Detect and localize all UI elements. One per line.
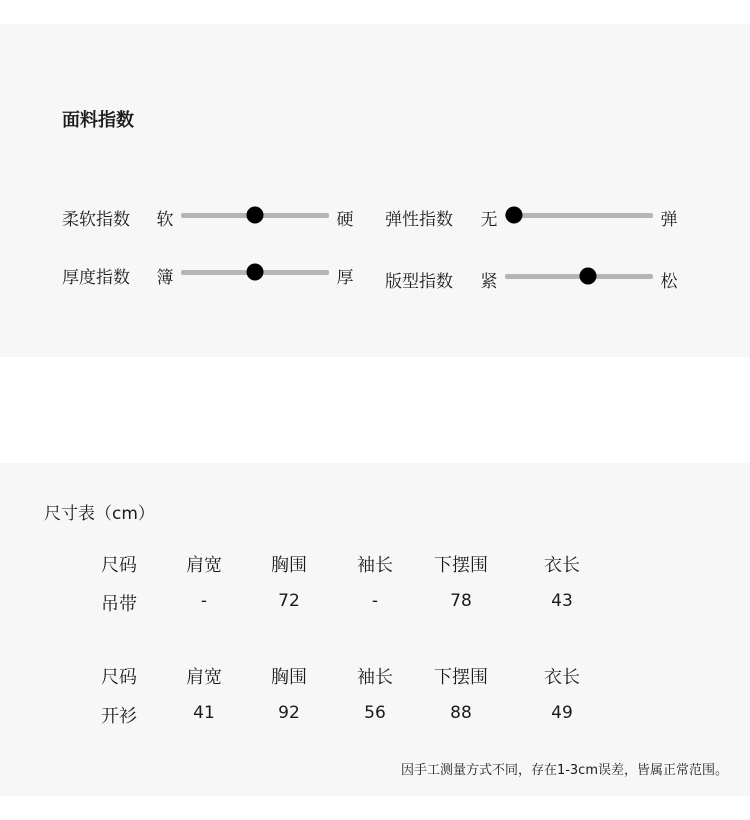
fit-high-label: 松 — [660, 272, 678, 292]
softness-knob — [247, 207, 264, 224]
row-name: 吊带 — [101, 594, 137, 615]
header-bust: 胸围 — [271, 555, 307, 576]
thickness-label: 厚度指数 — [62, 268, 130, 288]
fabric-index-panel — [0, 24, 750, 357]
header-shoulder: 肩宽 — [186, 555, 222, 576]
elasticity-knob — [505, 207, 522, 224]
size-chart-title: 尺寸表（cm） — [44, 504, 155, 524]
header-sleeve: 袖长 — [357, 667, 393, 688]
thickness-high-label: 厚 — [336, 268, 354, 288]
header-length: 衣长 — [544, 555, 580, 576]
header-hem: 下摆围 — [434, 667, 488, 688]
header-shoulder: 肩宽 — [186, 667, 222, 688]
measurement-note: 因手工测量方式不同，存在1-3cm误差，皆属正常范围。 — [400, 763, 728, 778]
softness-low-label: 软 — [156, 210, 174, 230]
fit-knob — [579, 268, 596, 285]
header-bust: 胸围 — [271, 667, 307, 688]
value-sleeve: 56 — [364, 703, 386, 723]
thickness-low-label: 簿 — [156, 268, 174, 288]
softness-label: 柔软指数 — [62, 210, 130, 230]
softness-high-label: 硬 — [336, 210, 354, 230]
value-shoulder: - — [200, 591, 208, 611]
header-size: 尺码 — [101, 667, 137, 688]
header-size: 尺码 — [101, 555, 137, 576]
header-hem: 下摆围 — [434, 555, 488, 576]
header-length: 衣长 — [544, 667, 580, 688]
value-sleeve: - — [371, 591, 379, 611]
fabric-index-title: 面料指数 — [62, 110, 134, 131]
row-name: 开衫 — [101, 706, 137, 727]
value-hem: 88 — [450, 703, 472, 723]
fit-low-label: 紧 — [480, 272, 498, 292]
size-chart-panel — [0, 463, 750, 796]
value-length: 43 — [551, 591, 573, 611]
value-bust: 92 — [278, 703, 300, 723]
elasticity-label: 弹性指数 — [385, 210, 453, 230]
value-bust: 72 — [278, 591, 300, 611]
elasticity-track — [505, 213, 653, 218]
elasticity-low-label: 无 — [480, 210, 498, 230]
value-hem: 78 — [450, 591, 472, 611]
fit-label: 版型指数 — [385, 272, 453, 292]
header-sleeve: 袖长 — [357, 555, 393, 576]
elasticity-high-label: 弹 — [660, 210, 678, 230]
value-length: 49 — [551, 703, 573, 723]
thickness-knob — [247, 264, 264, 281]
value-shoulder: 41 — [193, 703, 215, 723]
